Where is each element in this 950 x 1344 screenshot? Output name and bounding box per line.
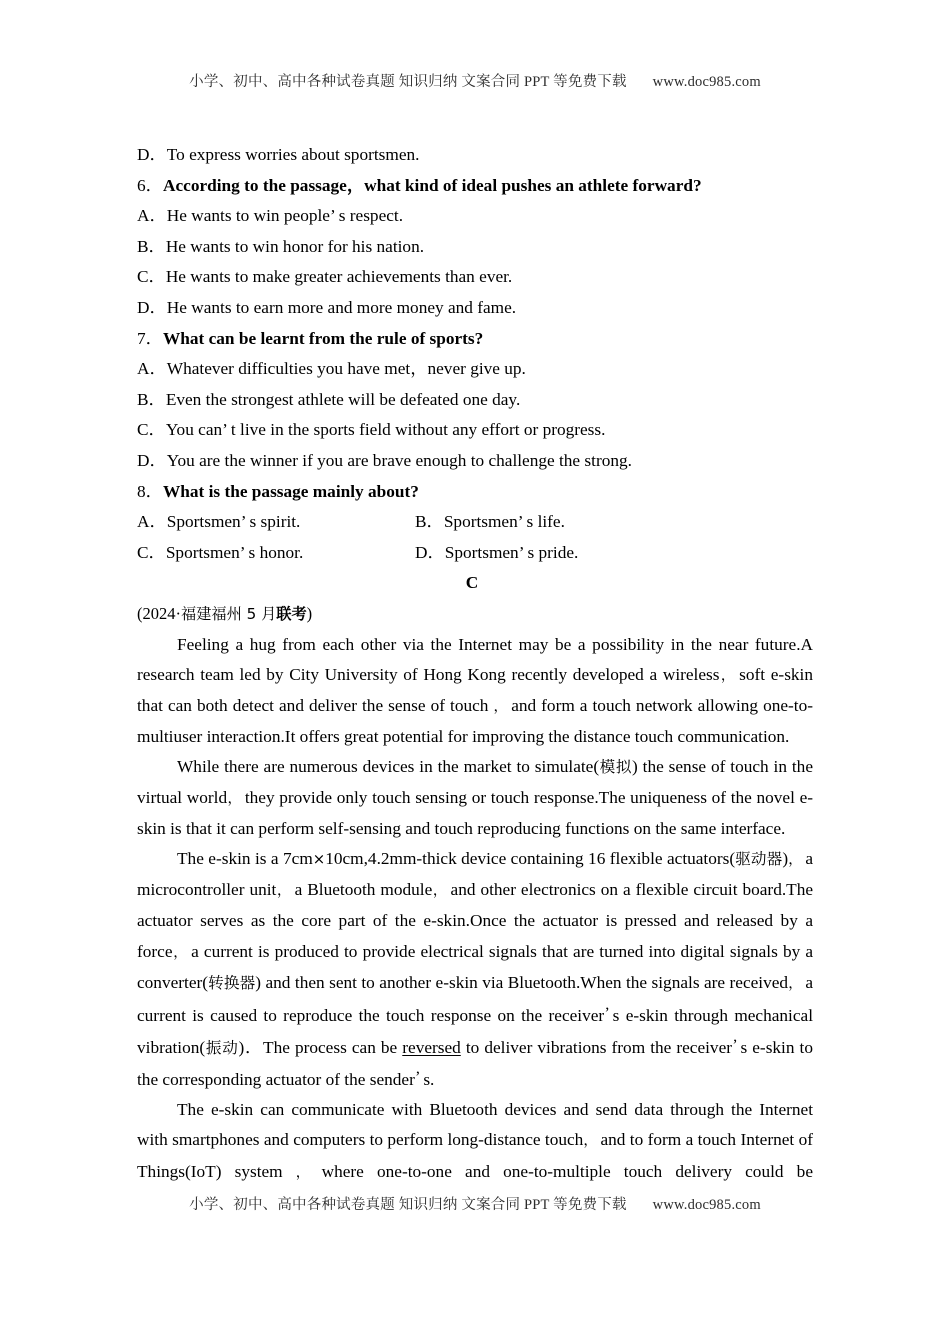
option-marker: D． [137,297,167,317]
option-row [137,293,813,324]
option-column-b [415,507,565,538]
chinese-gloss: 转换器 [208,973,256,992]
option-text: He wants to earn more and more money and fame. [166,297,517,317]
option-marker: D． [415,542,445,562]
paragraph-segment: soft e-skin that can both detect and deliver the sense of touch [137,664,813,715]
question-marker: 6． [137,175,163,195]
paragraph-segment: where one-to-one and one-to-multiple touch delivery could be [321,1161,813,1181]
underlined-word: reversed [402,1037,461,1057]
section-letter: C [465,573,479,593]
option-row [137,385,813,416]
option-row-pair [137,538,813,569]
option-text: Sportsmen’ s spirit. [166,512,301,532]
paragraph-segment: and other electronics on a flexible circuit board.The actuator serves as the core part of the e-skin.Once the actuator is pressed and released by a force [137,880,814,961]
option-row [137,140,813,171]
paragraph-segment: a Bluetooth module [294,880,433,900]
paragraph-segment: ) and then sent to another e-skin via Bluetooth.When the signals are received [255,972,789,992]
option-text: You can’ t live in the sports field without any effort or progress. [165,420,606,440]
option-marker: C． [137,420,166,440]
option-marker: C． [137,267,166,287]
multiplication-sign: × [312,849,326,868]
paragraph-segment: )．The process can be [238,1037,403,1057]
footer-website-url: www.doc985.com [652,1197,761,1213]
option-row [137,201,813,232]
source-exam-type: 联考 [276,604,307,623]
option-text: He wants to win honor for his nation. [165,236,425,256]
option-text: He wants to make greater achievements than ever. [165,267,513,287]
option-marker: D． [137,450,167,470]
option-row [137,354,813,385]
option-text: Even the strongest athlete will be defeated one day. [165,389,521,409]
option-row-pair [137,507,813,538]
question-marker: 8． [137,481,163,501]
paragraph-segment: While there are numerous devices in the market to simulate( [177,757,600,777]
footer-promo-text: 小学、初中、高中各种试卷真题 知识归纳 文案合同 PPT 等免费下载 [189,1197,627,1213]
question-row [137,171,813,202]
option-marker: A． [137,206,167,226]
paragraph-segment: The e-skin is a 7cm [177,848,313,868]
option-marker: A． [137,359,167,379]
apostrophe: ’ [415,1069,421,1087]
option-marker: B． [415,512,444,532]
option-text: You are the winner if you are brave enough to challenge the strong. [166,450,632,470]
apostrophe: ’ [732,1037,738,1054]
question-marker: 7． [137,328,163,348]
paragraph-segment: ) [782,848,789,868]
option-text: To express worries about sportsmen. [166,145,420,164]
paragraph-segment: s e-skin through mechanical vibration( [137,1005,814,1057]
option-row [137,232,813,263]
option-column-b [415,538,578,569]
question-text: What is the passage mainly about? [163,481,419,501]
question-row [137,477,813,508]
chinese-comma: ， [227,790,242,807]
header-promo-text: 小学、初中、高中各种试卷真题 知识归纳 文案合同 PPT 等免费下载 [189,74,627,90]
paragraph-segment: s e-skin to the corresponding actuator of the sender [137,1037,813,1089]
paragraph-segment: a current is produced to provide electrical signals that are turned into digital signals by a converter( [137,941,814,992]
question-text: According to the passage，what kind of ideal pushes an athlete forward? [163,175,702,195]
paragraph-segment: a microcontroller unit [137,848,813,900]
option-text: Sportsmen’ s life. [443,512,565,532]
paragraph-segment: to deliver vibrations from the receiver [460,1037,732,1057]
chinese-comma: ， [719,667,737,684]
page-header [137,70,813,91]
paragraph-segment: Feeling a hug from each other via the Internet may be a possibility in the near future.A research team led by City University of Hong Kong recently developed a wireless [137,634,813,684]
paragraph-segment: and form a touch network allowing one-to-multiuser interaction.It offers great potential for improving the distance touch communication. [137,695,813,747]
source-month: 5 月 [241,604,277,623]
option-text: Sportsmen’ s pride. [444,542,579,562]
source-close-paren: ) [306,603,313,623]
source-open-paren: (2024· [137,603,181,623]
worksheet-content [137,140,813,1218]
chinese-comma: ， [432,883,448,900]
chinese-comma: ， [583,1133,598,1150]
page-footer [137,1193,813,1214]
apostrophe: ’ [604,1004,610,1022]
chinese-gloss: 振动 [205,1038,239,1057]
paragraph-segment: 10cm,4.2mm-thick device containing 16 flexible actuators( [325,848,736,868]
passage-paragraph-2 [137,752,813,844]
source-attribution [137,599,813,630]
question-text: What can be learnt from the rule of sports? [163,328,484,348]
option-marker: B． [137,236,166,256]
option-marker: D． [137,145,167,164]
paragraph-segment: and to form a touch Internet of Things(IoT) system [137,1130,813,1181]
option-text: Sportsmen’ s honor. [165,542,304,562]
chinese-comma: ， [788,975,803,992]
paragraph-segment: ) the sense of touch in the virtual world [137,757,813,807]
source-place: 福建福州 [181,604,242,623]
chinese-comma: ， [493,698,509,715]
header-website-url: www.doc985.com [652,74,761,90]
question-row [137,324,813,355]
chinese-comma: ， [295,1164,319,1181]
option-text: Whatever difficulties you have met，never give up. [166,359,526,379]
option-marker: A． [137,512,167,532]
option-marker: C． [137,542,166,562]
option-text: He wants to win people’ s respect. [166,206,404,226]
paragraph-segment: The e-skin can communicate with Bluetooth devices and send data through the Internet with smartphones and computers to perform long-distance touch [137,1100,813,1150]
paragraph-segment: s. [423,1069,435,1089]
paragraph-segment: they provide only touch sensing or touch response.The uniqueness of the novel e-skin is that it can perform self-sensing and touch reproducing functions on the same interface. [137,787,814,838]
chinese-comma: ， [788,851,803,868]
option-row [137,415,813,446]
chinese-gloss: 驱动器 [735,849,783,868]
option-row [137,262,813,293]
chinese-comma: ， [172,944,189,961]
passage-paragraph-3 [137,844,813,1095]
chinese-gloss: 模拟 [599,758,633,777]
option-marker: B． [137,389,166,409]
chinese-comma: ， [276,883,292,900]
passage-paragraph-1 [137,630,813,753]
paragraph-segment: a current is caused to reproduce the touch response on the receiver [137,972,813,1025]
option-row [137,446,813,477]
